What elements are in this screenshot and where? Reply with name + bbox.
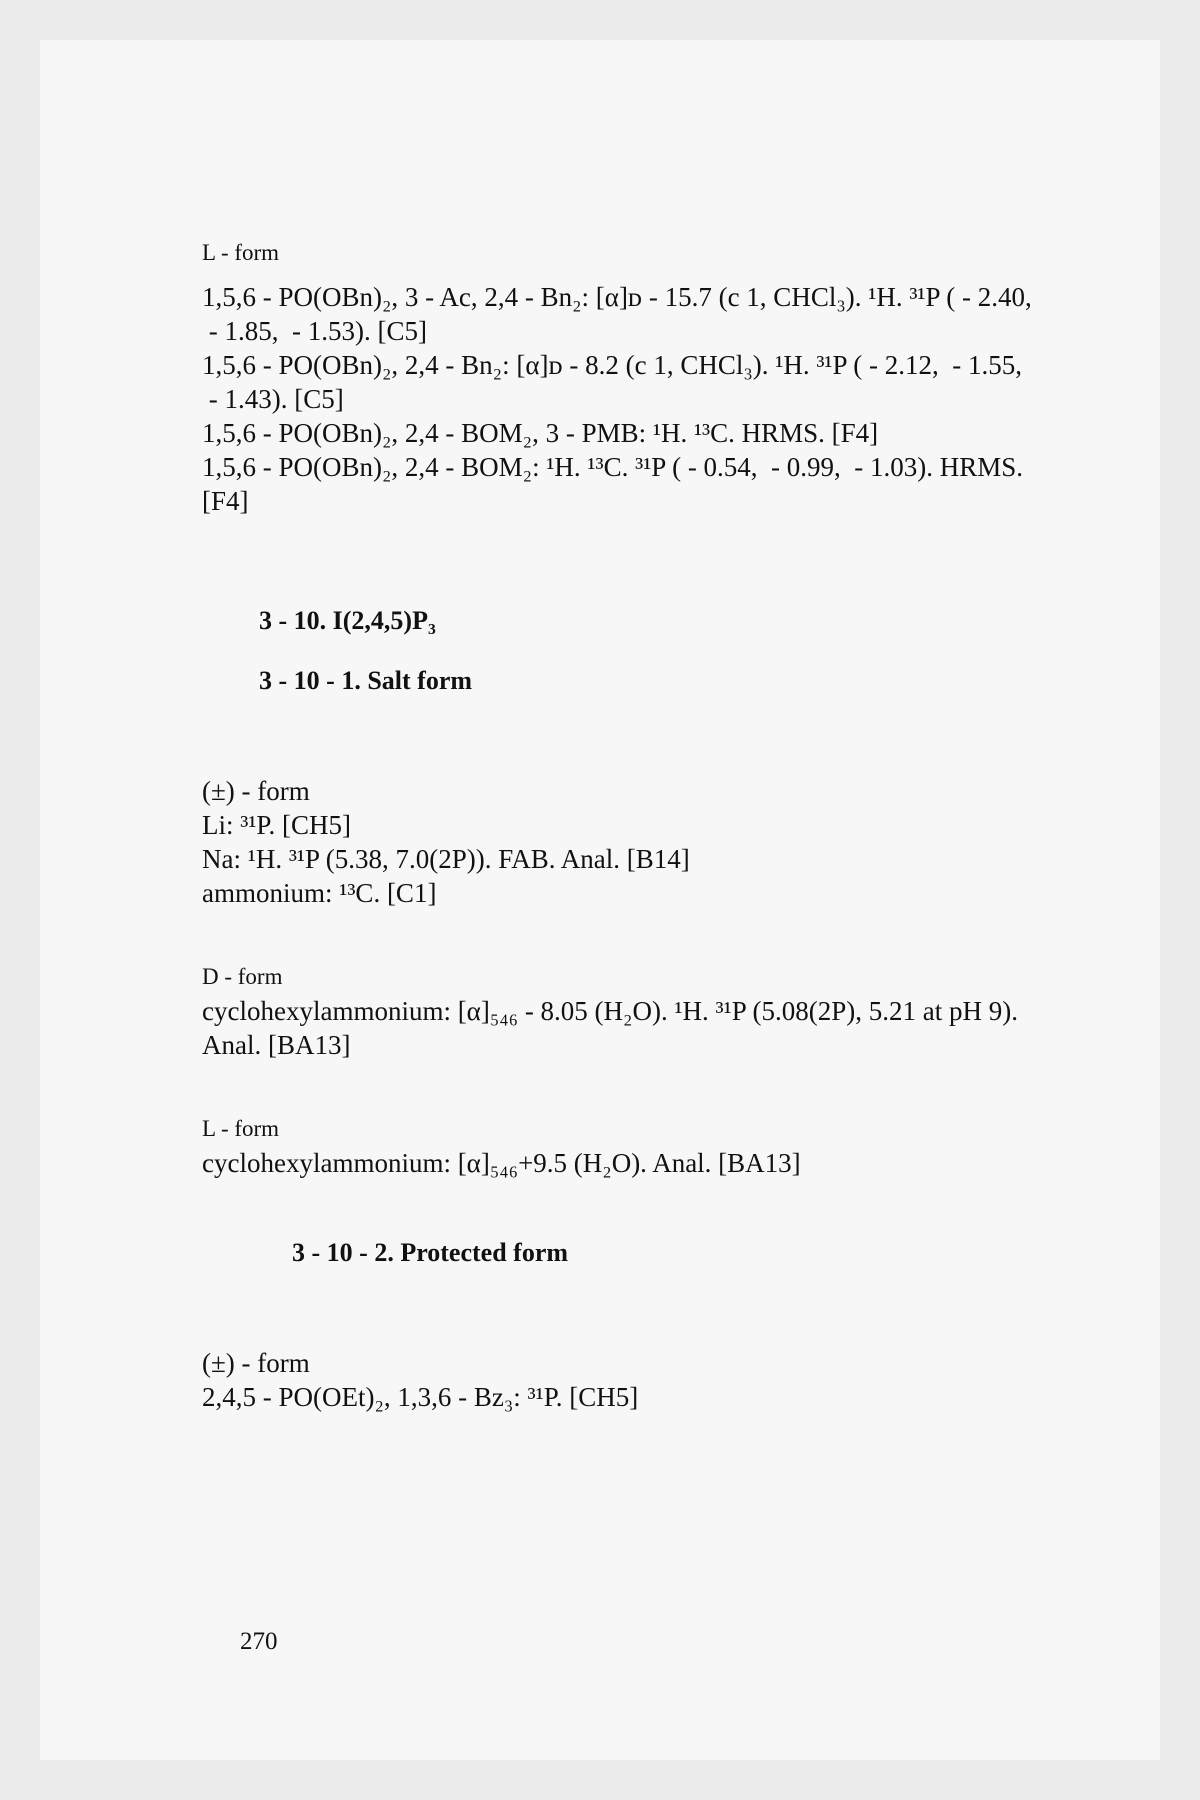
entry-line: 1,5,6 - PO(OBn)₂, 2,4 - Bn₂: [α]ᴅ - 8.2 (c 1, CHCl₃). ¹H. ³¹P ( - 2.12, - 1.55,	[202, 350, 1023, 380]
entry-line: [F4]	[202, 486, 249, 516]
document-page	[40, 40, 1160, 1760]
entry-line: Li: ³¹P. [CH5]	[202, 810, 351, 840]
form-label-l: L - form	[202, 240, 280, 265]
entry-line: cyclohexylammonium: [α]₅₄₆+9.5 (H₂O). Anal. [BA13]	[202, 1148, 801, 1178]
subsection-heading-salt: 3 - 10 - 1. Salt form	[259, 666, 473, 695]
entry-group-l-form	[202, 280, 1102, 518]
entry-line: 1,5,6 - PO(OBn)₂, 3 - Ac, 2,4 - Bn₂: [α]ᴅ - 15.7 (c 1, CHCl₃). ¹H. ³¹P ( - 2.40,	[202, 282, 1032, 312]
entry-line: - 1.85, - 1.53). [C5]	[202, 316, 427, 346]
page-content	[202, 236, 1102, 1414]
form-label-racemic: (±) - form	[202, 1348, 310, 1378]
entry-line: - 1.43). [C5]	[202, 384, 344, 414]
entry-line: Anal. [BA13]	[202, 1030, 351, 1060]
entry-line: Na: ¹H. ³¹P (5.38, 7.0(2P)). FAB. Anal. [B14]	[202, 844, 690, 874]
form-label-d: D - form	[202, 964, 283, 989]
entry-line: 2,4,5 - PO(OEt)₂, 1,3,6 - Bz₃: ³¹P. [CH5]	[202, 1382, 639, 1412]
subsection-heading-protected: 3 - 10 - 2. Protected form	[292, 1238, 569, 1267]
entry-line: ammonium: ¹³C. [C1]	[202, 878, 437, 908]
section-heading: 3 - 10. I(2,4,5)P₃	[259, 606, 436, 635]
page-number: 270	[240, 1628, 278, 1655]
entry-line: cyclohexylammonium: [α]₅₄₆ - 8.05 (H₂O). ¹H. ³¹P (5.08(2P), 5.21 at pH 9).	[202, 996, 1018, 1026]
form-label-racemic: (±) - form	[202, 776, 310, 806]
entry-line: 1,5,6 - PO(OBn)₂, 2,4 - BOM₂, 3 - PMB: ¹H. ¹³C. HRMS. [F4]	[202, 418, 879, 448]
form-label-l: L - form	[202, 1116, 280, 1141]
entry-line: 1,5,6 - PO(OBn)₂, 2,4 - BOM₂: ¹H. ¹³C. ³¹P ( - 0.54, - 0.99, - 1.03). HRMS.	[202, 452, 1024, 482]
